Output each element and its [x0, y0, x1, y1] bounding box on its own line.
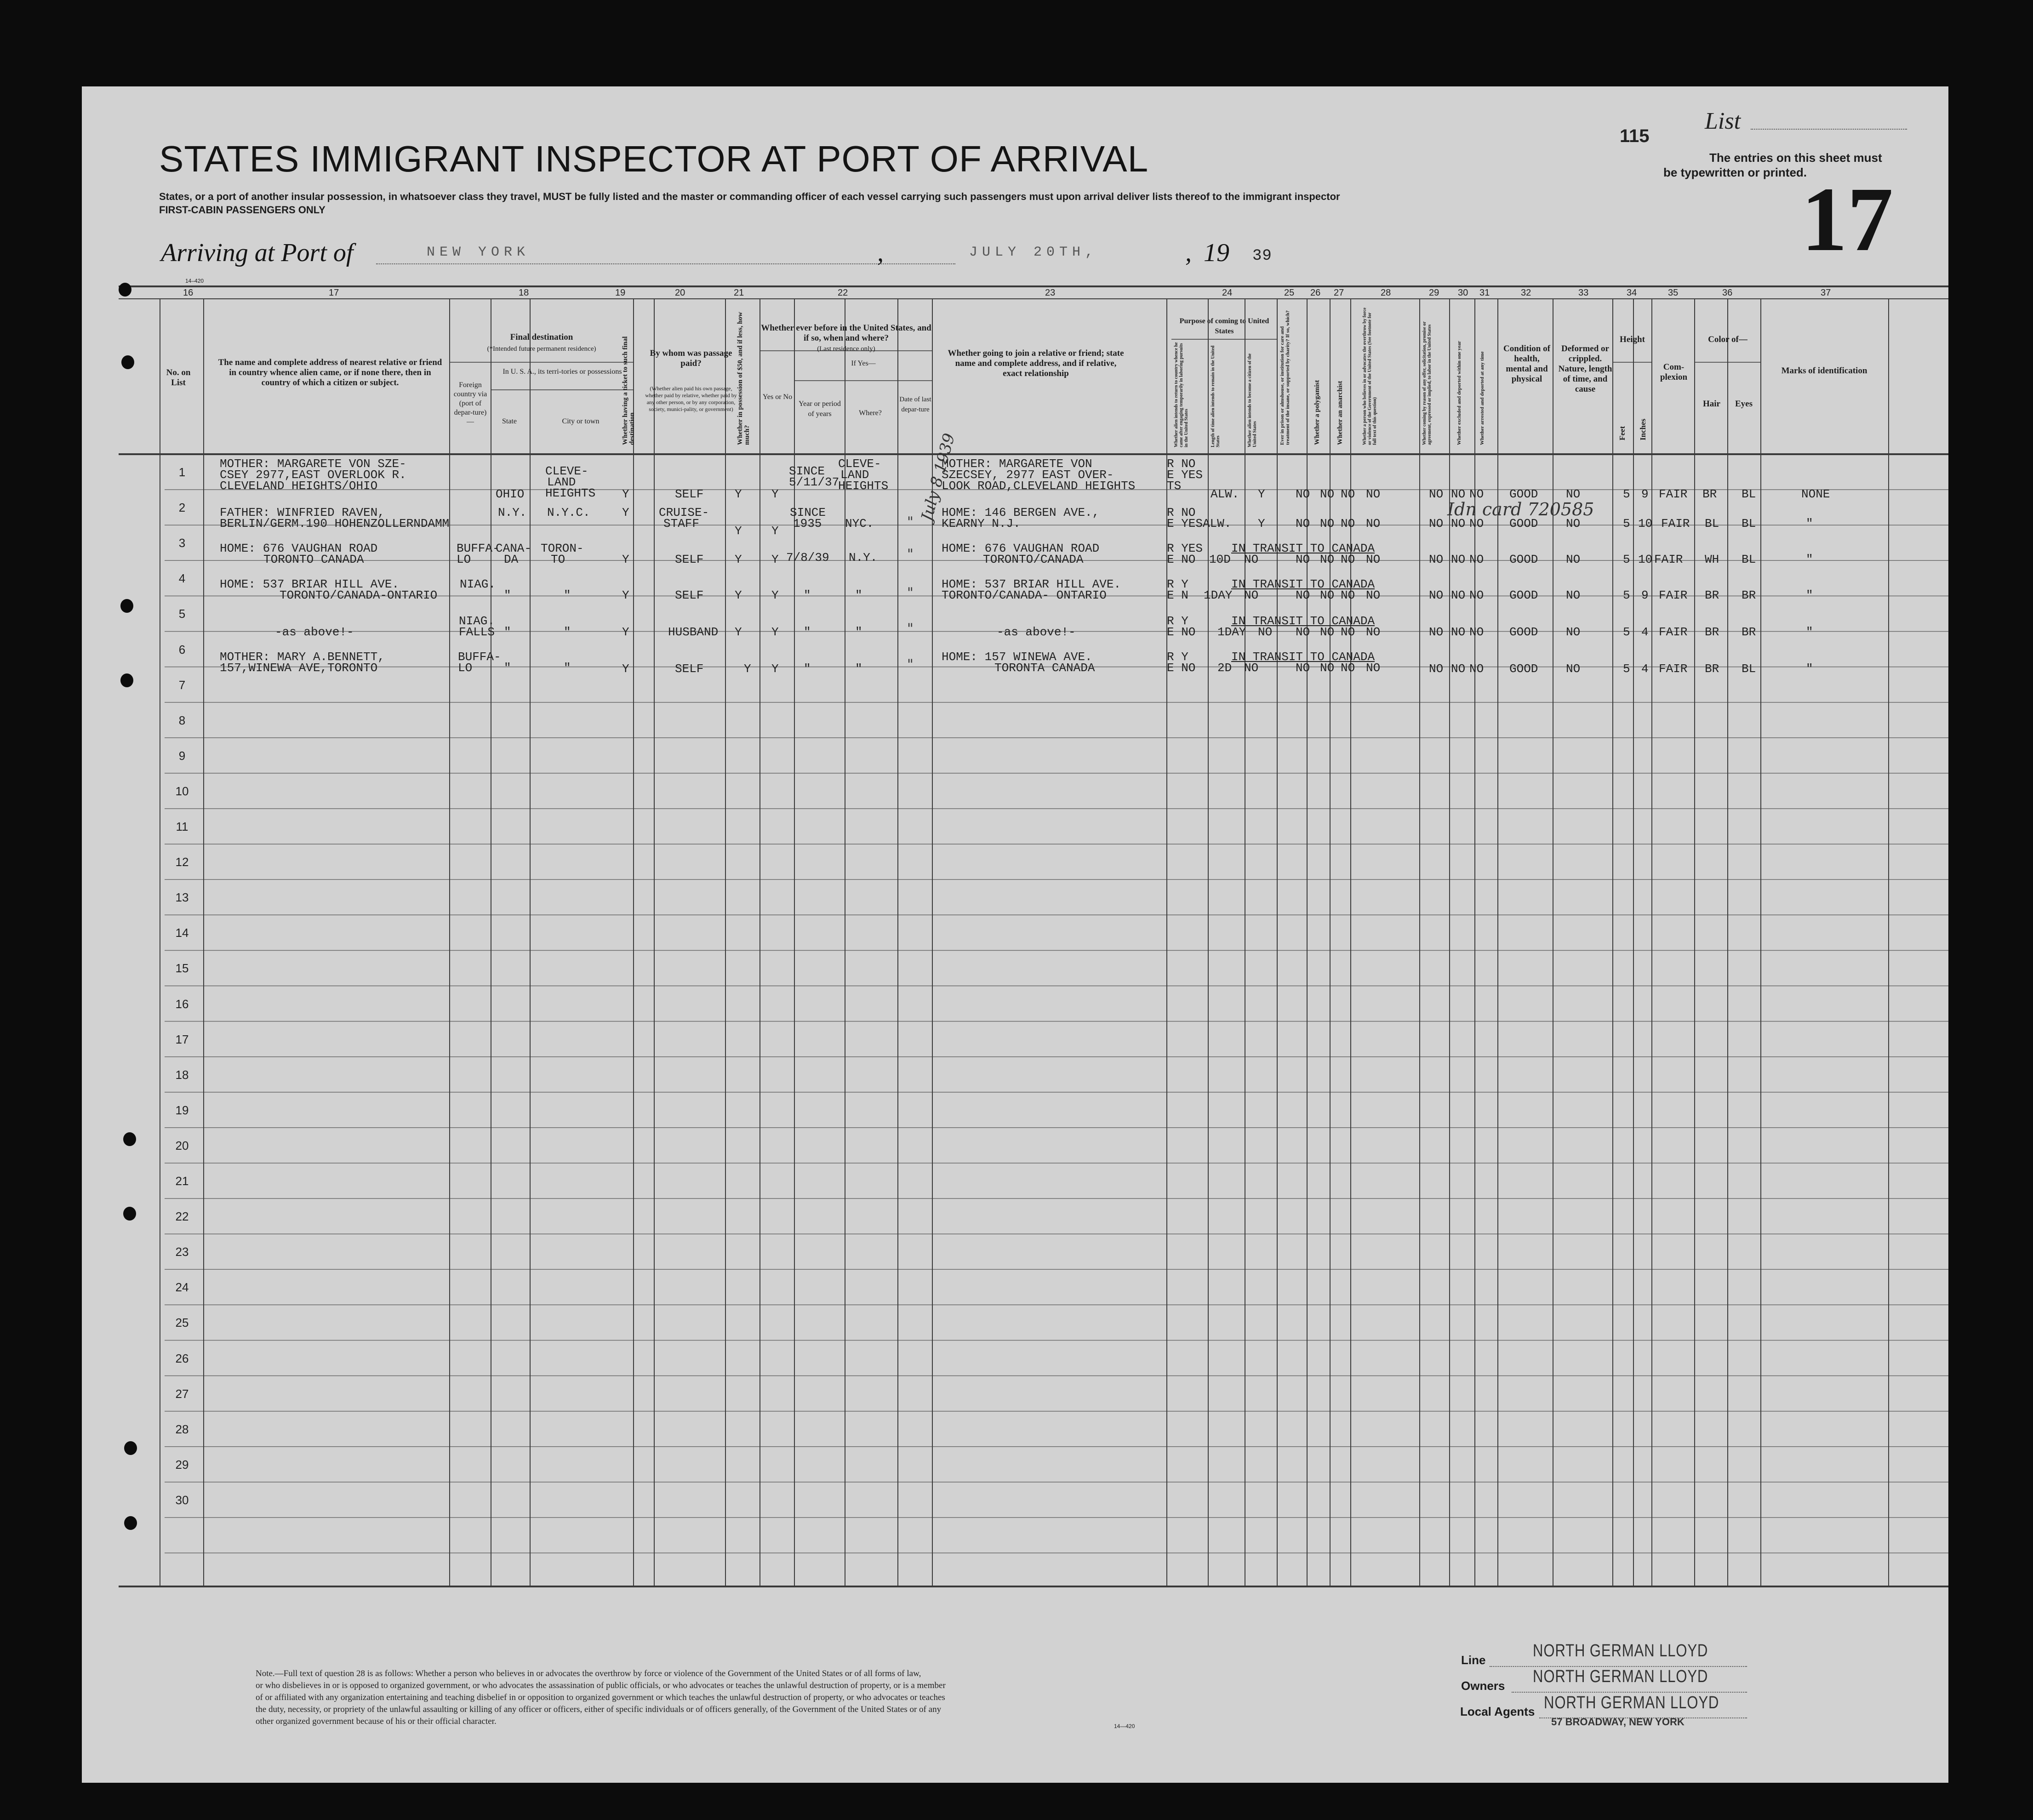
- row-3-join: HOME: 676 VAUGHAN ROAD: [942, 542, 1100, 555]
- col-number: 21: [734, 288, 744, 298]
- row-number: 10: [175, 784, 189, 798]
- col-number: 20: [675, 288, 685, 298]
- header-q31: Whether arrested and deported at any time: [1479, 351, 1485, 445]
- row-5-join: -as above!-: [997, 625, 1076, 639]
- header-foreign-country: Foreign country via (port of depar-ture)—: [453, 381, 487, 426]
- row-number: 24: [175, 1280, 189, 1295]
- header-yes-no: Yes or No: [762, 393, 793, 401]
- col-number: 36: [1722, 288, 1733, 298]
- row-number: 13: [175, 890, 189, 905]
- handwritten-id-card: Idn card 720585: [1447, 499, 1594, 519]
- agents-stamp: NORTH GERMAN LLOYD: [1544, 1693, 1719, 1712]
- header-polygamist: Whether a polygamist: [1313, 380, 1321, 445]
- col-number: 28: [1381, 288, 1391, 298]
- row-number: 23: [175, 1245, 189, 1259]
- header-deformed: Deformed or crippled. Nature, length of time, and cause: [1558, 344, 1612, 394]
- table-grid: [82, 86, 1948, 1783]
- header-passage-paid: By whom was passage paid?: [650, 348, 732, 368]
- page-title: STATES IMMIGRANT INSPECTOR AT PORT OF ARRIVAL: [159, 138, 1149, 179]
- col-number: 25: [1284, 288, 1295, 298]
- instructions-line: States, or a port of another insular possession, in whatsoever class they travel, MUST be fully listed and the master or commanding officer of each vessel carrying such passengers must upon arrival deliver lists thereof to the immigrant inspector: [159, 191, 1340, 202]
- owners-stamp: NORTH GERMAN LLOYD: [1533, 1667, 1708, 1686]
- sheet-number: 17: [1801, 169, 1893, 270]
- row-number: 8: [178, 713, 186, 727]
- header-ever-before-sub: (Last residence only): [817, 345, 875, 353]
- col-number: 23: [1045, 288, 1056, 298]
- row-2-paid: CRUISE-: [659, 506, 709, 519]
- row-6-join: HOME: 157 WINEWA AVE.: [942, 650, 1092, 664]
- col-number: 31: [1479, 288, 1490, 298]
- col-number: 33: [1578, 288, 1589, 298]
- row-1-city: CLEVE-: [545, 464, 588, 478]
- row-number: 20: [175, 1138, 189, 1152]
- header-anarchist: Whether an anarchist: [1336, 381, 1344, 445]
- header-state: State: [502, 417, 517, 425]
- row-number: 6: [178, 642, 186, 656]
- row-4-paid: SELF: [675, 588, 704, 602]
- header-inches: Inches: [1639, 418, 1647, 440]
- header-hair: Hair: [1703, 399, 1720, 409]
- col-number: 34: [1627, 288, 1637, 298]
- row-1-relative: MOTHER: MARGARETE VON SZE-: [220, 457, 406, 471]
- header-year: Year or period of years: [799, 400, 841, 418]
- row-number: 15: [175, 961, 189, 976]
- col-number: 17: [329, 288, 339, 298]
- header-if-yes: If Yes—: [851, 359, 876, 367]
- row-number: 19: [175, 1103, 189, 1117]
- header-where: Where?: [859, 409, 882, 417]
- header-city: City or town: [562, 417, 600, 425]
- header-health: Condition of health, mental and physical: [1503, 344, 1550, 384]
- row-1-join: MOTHER: MARGARETE VON: [942, 457, 1092, 471]
- header-passage-paid-sub: (Whether alien paid his own passage, whether paid by relative, whether paid by any other person, or by any corporation, society, munici-pality, or government): [645, 385, 737, 412]
- line-stamp: NORTH GERMAN LLOYD: [1533, 1641, 1708, 1660]
- arrival-date: JULY 20TH,: [969, 245, 1098, 260]
- col-number: 24: [1222, 288, 1233, 298]
- row-number: 5: [178, 607, 186, 621]
- col-number: 37: [1821, 288, 1831, 298]
- handwritten-date: July 8 1939: [918, 431, 959, 523]
- col-number: 16: [183, 288, 194, 298]
- header-nearest-relative: The name and complete address of nearest relative or friend in country whence alien came, or if none there, then in country of which a citizen or subject.: [218, 358, 442, 388]
- header-in-usa: In U. S. A., its terri-tories or possessions: [503, 368, 622, 376]
- punch-hole: [120, 673, 133, 687]
- agents-label: Local Agents: [1460, 1705, 1535, 1718]
- punch-hole: [123, 1132, 136, 1146]
- row-number: 21: [175, 1174, 189, 1188]
- row-number: 17: [175, 1032, 189, 1046]
- header-purpose: Purpose of coming to United States: [1179, 317, 1269, 335]
- punch-hole: [121, 355, 134, 369]
- agents-address-stamp: 57 BROADWAY, NEW YORK: [1551, 1716, 1685, 1728]
- col-number: 18: [519, 288, 529, 298]
- row-number: 9: [178, 748, 186, 763]
- row-number: 14: [175, 926, 189, 940]
- col-number: 19: [615, 288, 626, 298]
- punch-hole: [120, 599, 133, 613]
- col-number: 30: [1458, 288, 1468, 298]
- row-number: 7: [178, 678, 186, 692]
- header-ticket: Whether having a ticket to such final destination: [622, 336, 636, 445]
- row-4-relative: HOME: 537 BRIAR HILL AVE.: [220, 577, 400, 591]
- line-label: Line: [1461, 1653, 1486, 1667]
- header-purpose-c: Whether alien intends to become a citizen of the United States: [1247, 353, 1257, 447]
- header-color-of: Color of—: [1708, 335, 1747, 344]
- ditto-mark: ": [907, 514, 914, 530]
- row-3-relative: HOME: 676 VAUGHAN ROAD: [220, 542, 378, 555]
- row-2-relative: FATHER: WINFRIED RAVEN,: [220, 506, 385, 519]
- header-final-destination: Final destination: [510, 332, 573, 342]
- row-number: 16: [175, 997, 189, 1011]
- header-q28: Whether a person who believes in or advocates the overthrow by force or violence of the Government of the United States (See footnote for full text of this question): [1362, 308, 1377, 445]
- header-purpose-b: Length of time alien intends to remain in the United States: [1211, 345, 1221, 447]
- header-eyes: Eyes: [1735, 399, 1753, 409]
- col-number: 22: [838, 288, 848, 298]
- row-number: 28: [175, 1422, 189, 1436]
- typewritten-note-1: The entries on this sheet must: [1709, 151, 1882, 165]
- row-2-join: HOME: 146 BERGEN AVE.,: [942, 506, 1100, 519]
- cabin-class-line: FIRST-CABIN PASSENGERS ONLY: [159, 204, 326, 216]
- row-number: 29: [175, 1457, 189, 1472]
- row-6-paid: SELF: [675, 662, 704, 676]
- row-number: 2: [178, 501, 186, 515]
- punch-hole: [123, 1207, 136, 1221]
- col-number: 32: [1521, 288, 1531, 298]
- row-4-join: HOME: 537 BRIAR HILL AVE.: [942, 577, 1121, 591]
- row-number: 25: [175, 1316, 189, 1330]
- header-height: Height: [1620, 335, 1645, 344]
- header-marks: Marks of identification: [1781, 366, 1867, 376]
- row-number: 26: [175, 1351, 189, 1365]
- row-number: 30: [175, 1493, 189, 1507]
- row-number: 22: [175, 1210, 189, 1224]
- header-money: Whether in possession of $50, and if less, how much?: [737, 312, 751, 445]
- row-1-paid: SELF: [675, 487, 704, 501]
- header-join-relative: Whether going to join a relative or friend; state name and complete address, and if relative, exact relationship: [948, 348, 1124, 378]
- row-6-transit: IN TRANSIT TO CANADA: [1231, 650, 1375, 664]
- form-code-bottom: 14—420: [1114, 1723, 1135, 1729]
- header-ever-before: Whether ever before in the United States, and if so, when and where?: [761, 323, 931, 343]
- row-5-relative: -as above!-: [275, 625, 354, 639]
- col-number: 35: [1668, 288, 1679, 298]
- list-number: 115: [1620, 126, 1650, 146]
- header-feet: Feet: [1618, 426, 1627, 440]
- row-5-paid: HUSBAND: [668, 625, 719, 639]
- row-number: 12: [175, 855, 189, 869]
- header-complexion: Com-plexion: [1660, 362, 1688, 382]
- header-final-destination-sub: (*Intended future permanent residence): [487, 345, 596, 353]
- row-number: 1: [178, 465, 186, 479]
- header-prison: Ever in prison or almshouse, or institution for care and treatment of the insane, or supported by charity? If so, which?: [1279, 310, 1291, 445]
- footnote-q28: Note.—Full text of question 28 is as follows: Whether a person who believes in or advocates the overthrow by force or violence of the Government of the United States or of all forms of law,: [256, 1669, 921, 1678]
- row-3-paid: SELF: [675, 553, 704, 566]
- year-prefix: 19: [1204, 239, 1229, 267]
- row-6-relative: MOTHER: MARY A.BENNETT,: [220, 650, 385, 664]
- header-q29: Whether coming by reason of any offer, solicitation, promise or agreement, expressed or implied, to labor in the United States: [1422, 321, 1432, 445]
- col-number: 29: [1429, 288, 1439, 298]
- header-no-on-list: No. on List: [166, 368, 191, 388]
- punch-hole: [124, 1441, 137, 1455]
- row-number: 4: [178, 571, 186, 586]
- row-number: 11: [176, 820, 188, 833]
- col-number: 26: [1310, 288, 1321, 298]
- punch-hole: [124, 1516, 137, 1530]
- row-number: 3: [178, 536, 186, 550]
- row-5-transit: IN TRANSIT TO CANADA: [1231, 614, 1375, 628]
- port-value: NEW YORK: [427, 245, 530, 260]
- year-suffix: 39: [1252, 247, 1272, 265]
- header-q30: Whether excluded and deported within one year: [1456, 341, 1462, 445]
- row-number: 27: [175, 1386, 189, 1401]
- punch-hole: [119, 283, 131, 297]
- form-code-top: 14–420: [185, 278, 204, 284]
- row-3-transit: IN TRANSIT TO CANADA: [1231, 542, 1375, 555]
- owners-label: Owners: [1461, 1679, 1505, 1693]
- col-number: 27: [1334, 288, 1344, 298]
- arriving-label: Arriving at Port of: [161, 239, 354, 267]
- row-1-state: OHIO: [496, 487, 525, 501]
- list-label: List: [1705, 108, 1741, 134]
- header-date-departure: Date of last depar-ture: [899, 396, 931, 413]
- typewritten-note-2: be typewritten or printed.: [1663, 165, 1807, 179]
- manifest-sheet: STATES IMMIGRANT INSPECTOR AT PORT OF ARRIVAL States, or a port of another insular possession, in whatsoever class they travel, MUST be fully listed and the master or commanding officer of each vessel carrying such passengers must upon arrival deliver lists thereof to the immigrant inspector FIRST-CABIN PASSENGERS ONLY Arriving at Port of NEW YORK , JULY 20TH, , 19 39 115 List The entries on this sheet must be typewritten or printed. 17 14–420 16 17 18 19 20 21 22 23 24 25 26 27 28 29 30 31 32 33 34 35 36 37 No. on List The name and complete address of nearest relative or friend in country whence alien came, or if none there, then in country of which a citizen or subject. Final destination (*Intended future permanent residence) Foreign country via (port of depar-ture)— In U. S. A., its terri-tories or possessions State City or town Whether having a ticket to such final destination By whom was passage paid? (Whether alien paid his own passage, whether paid by relative, whether paid by any other person, or by any corporation, society, munici-pality, or government) Whether in possession of $50, and if less, how much? Whether ever before in the United States, and if so, when and where? (Last residence only) If Yes— Yes or No Year or period of years Where? Date of last depar-ture Whether going to join a relative or friend; state name and complete address, and if relative, exact relationship Purpose of coming to United States Whether alien intends to return to country whence he came after engaging temporarily in laboring pursuits in the United States Length of time alien intends to remain in the United States Whether alien intends to become a citizen of the United States Ever in prison or almshouse, or institution for care and treatment of the insane, or supported by charity? If so, which? Whether a polygamist Whether an anarchist Whether a person who believes in or advocates the overthrow by force or violence of the Government of the United States (See footnote for full text of this question) Whether coming by reason of any offer, solicitation, promise or agreement, expressed or implied, to labor in the United States Whether excluded and deported within one year Whether arrested and deported at any time Condition of health, mental and physical Deformed or crippled. Nature, length of time, and cause Height Feet Inches Com-plexion Color of— Hair Eyes Marks of identification MOTHER: MARGARETE VON SZE- CSEY 2977,EAST OVERLOOK R. CLEVELAND HEIGHTS/OHIO OHIO CLEVE- LAND HEIGHTS Y SELF Y Y SINCE 5/11/37 CLEVE- LAND HEIGHTS July 8 1939 MOTHER: MARGARETE VON SZECSEY, 2977 EAST OVER- LOOK ROAD,CLEVELAND HEIGHTS R NO E YES TS ALW. Y NO NO NO NO NO NO NO GOOD NO 5 9 FAIR BR BL NONE FATHER: WINFRIED RAVEN, BERLIN/GERM.190 HOHENZOLLERNDAMM N.Y. N.Y.C. Y CRUISE- STAFF Y Y SINCE 1935 NYC. " HOME: 146 BERGEN AVE., KEARNY N.J. R NO E YESALW. Y NO NO NO NO NO NO NO Idn card 720585 GOOD NO 5 10 FAIR BL BL " HOME: 676 VAUGHAN ROAD TORONTO CANADA BUFFA- LO CANA- DA TORON- TO Y SELF Y Y 7/8/39 N.Y. " HOME: 676 VAUGHAN ROAD TORONTO/CANADA R YES E NO 10D IN TRANSIT TO CANADA NO NO NO NO NO NO NO NO GOOD NO 5 10 FAIR WH BL " HOME: 537 BRIAR HILL AVE. TORONTO/CANADA-ONTARIO NIAG. " " Y SELF Y Y " " " HOME: 537 BRIAR HILL AVE. TORONTO/CANADA- ONTARIO R Y E N 1DAY IN TRANSIT TO CANADA NO NO NO NO NO NO NO NO GOOD NO 5 9 FAIR BR BR " -as above!- NIAG. FALLS " " Y HUSBAND Y Y " " " -as above!- R Y E NO 1DAY IN TRANSIT TO CANADA NO NO NO NO NO NO NO NO GOOD NO 5 4 FAIR BR BR " MOTHER: MARY A.BENNETT, 157,WINEWA AVE,TORONTO BUFFA- LO " " Y SELF Y Y " " " HOME: 157 WINEWA AVE. TORONTA CANADA R Y E NO 2D IN TRANSIT TO CANADA NO NO NO NO NO NO NO NO GOOD NO 5 4 FAIR BR BL " Note.—Full text of question 28 is as follows: Whether a person who believes in or advocates the overthrow by force or violence of the Government of the United States or of all forms of law, or who disbelieves in or is opposed to organized government, or who advocates the assassination of public officials, or who advocates or teaches the unlawful destruction of property, or is a member of or affiliated with any organization entertaining and teaching disbelief in or opposition to organized government or which teaches the unlawful destruction of property, or who advocates or teaches the duty, necessity, or propriety of the unlawful assaulting or killing of any officer or officers, either of specific individuals or of officers generally, of the Government of the United States or of any other organized government because of his or their official character. 14—420 Line Owners Local Agents NORTH GERMAN LLOYD NORTH GERMAN LLOYD NORTH GERMAN LLOYD 57 BROADWAY, NEW YORK 1 2 3 4 5 6 7 8 9 10 11 12 13 14 15 16 17 18 19 20 21 22 23 24 25 26 27 28 29 30: [82, 86, 1948, 1783]
- row-number: 18: [175, 1067, 189, 1082]
- header-purpose-a: Whether alien intends to return to country whence he came after engaging temporarily in laboring pursuits in the United States: [1174, 342, 1189, 447]
- row-4-transit: IN TRANSIT TO CANADA: [1231, 577, 1375, 591]
